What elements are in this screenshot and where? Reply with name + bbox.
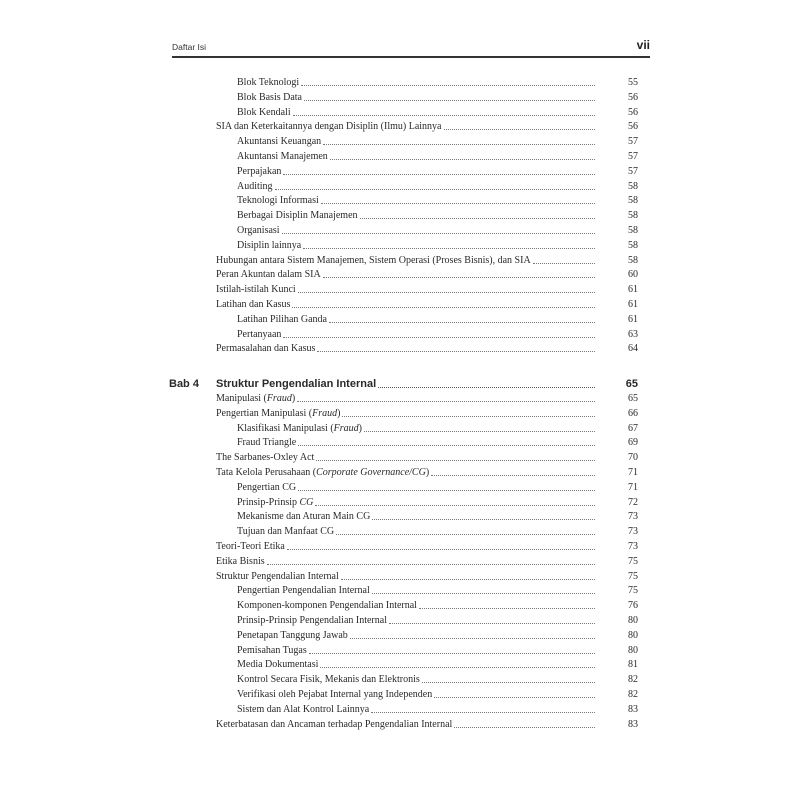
toc-entry-label <box>237 643 307 658</box>
dot-leader <box>454 717 595 728</box>
toc-entry-label-text: Prinsip-Prinsip <box>237 496 300 508</box>
toc-entry-page: 72 <box>628 496 638 508</box>
toc-entry <box>237 598 638 613</box>
toc-entry-label <box>216 465 429 480</box>
toc-entry <box>216 119 638 134</box>
toc-entry <box>216 391 638 406</box>
dot-leader <box>304 90 595 101</box>
toc-entry-page: 75 <box>628 555 638 567</box>
toc-entry-label <box>237 480 296 495</box>
dot-leader <box>321 193 595 204</box>
toc-entry <box>216 554 638 569</box>
toc-entry <box>216 406 638 421</box>
page-number: vii <box>636 38 650 52</box>
toc-entry-label <box>237 657 318 672</box>
toc-entry-label-text: ) <box>358 422 362 434</box>
dot-leader <box>330 149 595 160</box>
toc-entry-label-text: Tata Kelola Perusahaan ( <box>216 467 317 478</box>
toc-entry-label-text: Struktur Pengendalian Internal <box>216 570 339 582</box>
toc-entry-label: Akuntansi Manajemen <box>237 151 328 162</box>
toc-entry-page: 76 <box>628 600 638 612</box>
toc-entry-label-text: Pemisahan Tugas <box>237 644 307 656</box>
toc-entry-label: Peran Akuntan dalam SIA <box>216 269 321 281</box>
toc-entry-page: 58 <box>628 239 638 251</box>
toc-entry-page: 80 <box>628 615 638 626</box>
dot-leader <box>293 105 595 116</box>
toc-entry-page: 61 <box>628 299 638 310</box>
dot-leader <box>283 327 595 338</box>
toc-entry-page: 70 <box>628 452 638 464</box>
toc-entry-label-italic: Fraud <box>333 422 359 434</box>
dot-leader <box>371 702 595 713</box>
toc-entry <box>237 164 638 179</box>
toc-entry <box>237 702 638 717</box>
toc-entry-page: 80 <box>628 629 638 641</box>
toc-entry-label-text: Kontrol Secara Fisik, Mekanis dan Elektronis <box>237 674 420 686</box>
toc-entry-label: Organisasi <box>237 225 280 236</box>
toc-entry <box>237 179 638 194</box>
chapter-page: 65 <box>625 378 638 390</box>
toc-entry-page: 82 <box>628 689 638 700</box>
toc-entry <box>216 341 638 356</box>
toc-entry-page: 58 <box>628 225 638 236</box>
toc-entry <box>237 643 638 658</box>
toc-entry-label: Akuntansi Keuangan <box>237 136 322 148</box>
dot-leader <box>364 421 595 432</box>
toc-entry-label <box>237 421 362 436</box>
toc-entry-label-text: Etika Bisnis <box>216 555 265 567</box>
toc-entry <box>237 480 638 495</box>
toc-entry-page: 69 <box>628 437 638 449</box>
toc-entry-label-text: Klasifikasi Manipulasi ( <box>237 422 334 434</box>
dot-leader <box>336 524 595 535</box>
dot-leader <box>323 267 595 278</box>
toc-entry-label-text: Manipulasi ( <box>216 393 267 404</box>
dot-leader <box>298 435 595 446</box>
toc-entry-page: 81 <box>628 659 638 671</box>
dot-leader <box>350 628 595 639</box>
toc-entry <box>237 524 638 539</box>
toc-entry-label <box>237 628 348 643</box>
dot-leader <box>372 583 595 594</box>
toc-entry-page: 56 <box>628 106 638 118</box>
dot-leader <box>287 539 595 550</box>
toc-entry-page: 58 <box>628 180 638 192</box>
toc-entry <box>237 687 638 702</box>
toc-entry <box>237 105 638 120</box>
toc-entry-page: 65 <box>628 393 638 404</box>
toc-entry-label-text: Pengertian CG <box>237 481 297 493</box>
toc-entry-label-italic: Fraud <box>312 407 338 419</box>
dot-leader <box>316 450 595 461</box>
toc-entry-label-text: Pengertian Pengendalian Internal <box>237 585 370 597</box>
toc-entry-page: 73 <box>628 511 638 523</box>
toc-entry-label <box>237 509 370 524</box>
toc-entry-label-text: ) <box>425 467 430 478</box>
toc-entry-label-text: ) <box>337 407 341 419</box>
toc-entry-label-italic: Corporate Governance/CG <box>316 467 426 478</box>
toc-entry-label-text: Verifikasi oleh Pejabat Internal yang Independen <box>237 689 433 700</box>
toc-entry-page: 61 <box>628 284 638 296</box>
toc-entry-label <box>237 524 334 539</box>
dot-leader <box>422 672 595 683</box>
toc-entry-page: 56 <box>628 121 638 133</box>
toc-entry-label <box>237 613 387 628</box>
toc-entry-label <box>237 495 313 510</box>
toc-entry <box>216 569 638 584</box>
toc-entry <box>237 90 638 105</box>
dot-leader <box>372 509 595 520</box>
toc-entry-page: 80 <box>628 644 638 656</box>
toc-entry-label: Perpajakan <box>237 165 282 177</box>
running-header-section: Daftar Isi <box>172 42 207 52</box>
toc-entry-label-italic: CG <box>299 496 314 508</box>
toc-entry-label-italic: Fraud <box>266 393 292 404</box>
toc-entry-page: 57 <box>628 151 638 162</box>
toc-entry <box>237 193 638 208</box>
toc-entry-page: 71 <box>628 467 638 478</box>
dot-leader <box>283 164 595 175</box>
toc-entry-page: 82 <box>628 674 638 686</box>
toc-entry-label: Berbagai Disiplin Manajemen <box>237 210 358 222</box>
toc-entry-page: 60 <box>628 269 638 281</box>
dot-leader <box>303 238 595 249</box>
toc-entry <box>237 495 638 510</box>
dot-leader <box>320 657 595 668</box>
toc-entry <box>237 613 638 628</box>
toc-entry <box>237 134 638 149</box>
toc-entry-label: SIA dan Keterkaitannya dengan Disiplin (Ilmu) Lainnya <box>216 121 442 133</box>
toc-entry-page: 71 <box>628 481 638 493</box>
dot-leader <box>434 687 595 698</box>
dot-leader <box>444 119 596 130</box>
toc-entry-label-text: Pengertian Manipulasi ( <box>216 407 313 419</box>
toc-entry-label <box>216 450 314 465</box>
toc-entry-label: Permasalahan dan Kasus <box>216 343 316 355</box>
dot-leader <box>298 282 595 293</box>
toc-entry <box>237 628 638 643</box>
toc-entry-label <box>216 391 295 406</box>
toc-entry-label <box>216 717 452 732</box>
toc-entry-page: 58 <box>628 254 638 266</box>
dot-leader <box>419 598 595 609</box>
dot-leader <box>267 554 595 565</box>
toc-entry <box>237 509 638 524</box>
toc-entry-label: Latihan Pilihan Ganda <box>237 313 327 325</box>
dot-leader <box>317 341 595 352</box>
toc-entry <box>216 253 638 268</box>
toc-entry-label <box>237 672 420 687</box>
dot-leader <box>389 613 595 624</box>
toc-entry-label <box>216 406 340 421</box>
toc-entry-page: 75 <box>628 570 638 582</box>
dot-leader <box>282 223 595 234</box>
toc-entry-label-text: Fraud Triangle <box>237 437 297 449</box>
toc-entry-page: 83 <box>628 718 638 730</box>
toc-entry <box>237 421 638 436</box>
dot-leader <box>329 312 595 323</box>
toc-entry-label <box>216 569 339 584</box>
toc-entry <box>216 450 638 465</box>
toc-entry-label-text: Sistem dan Alat Kontrol Lainnya <box>237 703 370 715</box>
toc-entry-label <box>237 583 370 598</box>
dot-leader <box>292 297 595 308</box>
toc-entry-label-text: ) <box>291 393 296 404</box>
toc-entry-label: Disiplin lainnya <box>237 239 302 251</box>
toc-entry <box>237 312 638 327</box>
toc-entry-label <box>237 702 369 717</box>
toc-entry-label: Blok Teknologi <box>237 77 300 88</box>
toc-entry <box>237 149 638 164</box>
toc-entry-page: 67 <box>628 422 638 434</box>
dot-leader <box>297 391 595 402</box>
toc-entry-label-text: Teori-Teori Etika <box>216 541 285 552</box>
toc-entry-label-text: Keterbatasan dan Ancaman terhadap Pengendalian Internal <box>216 718 453 730</box>
toc-entry <box>216 297 638 312</box>
toc-entry-label <box>237 687 432 702</box>
toc-entry-label <box>237 435 296 450</box>
toc-entry-page: 58 <box>628 210 638 222</box>
dot-leader <box>275 179 595 190</box>
toc-entry-page: 63 <box>628 328 638 340</box>
toc-entry <box>237 327 638 342</box>
toc-entry <box>216 717 638 732</box>
toc-entry-label: Teknologi Informasi <box>237 195 319 207</box>
toc-entry-label-text: Tujuan dan Manfaat CG <box>237 526 335 538</box>
toc-entry <box>237 223 638 238</box>
toc-entry-page: 66 <box>628 407 638 419</box>
toc-entry <box>237 435 638 450</box>
toc-entry <box>216 282 638 297</box>
toc-entry-page: 55 <box>628 77 638 88</box>
toc-entry-label-text: Mekanisme dan Aturan Main CG <box>237 511 371 523</box>
toc-entry-page: 57 <box>628 136 638 148</box>
toc-entry <box>216 539 638 554</box>
toc-entry-label: Istilah-istilah Kunci <box>216 284 296 296</box>
toc-entry <box>216 465 638 480</box>
toc-entry <box>237 75 638 90</box>
toc-entry-page: 56 <box>628 91 638 103</box>
chapter-number: Bab 4 <box>169 378 199 390</box>
toc-entry-page: 73 <box>628 541 638 552</box>
toc-entry-page: 57 <box>628 165 638 177</box>
toc-entry-label: Latihan dan Kasus <box>216 299 291 310</box>
toc-entry-label-text: The Sarbanes-Oxley Act <box>216 452 315 464</box>
toc-entry-label-text: Media Dokumentasi <box>237 659 319 671</box>
toc-entry-page: 75 <box>628 585 638 597</box>
toc-entry-label: Blok Kendali <box>237 106 291 118</box>
dot-leader <box>301 75 595 86</box>
dot-leader <box>298 480 595 491</box>
dot-leader <box>323 134 595 145</box>
dot-leader <box>341 569 595 580</box>
toc-entry <box>237 657 638 672</box>
toc-entry-page: 83 <box>628 703 638 715</box>
toc-entry-label <box>216 539 285 554</box>
toc-entry-page: 73 <box>628 526 638 538</box>
toc-entry-label-text: Komponen-komponen Pengendalian Internal <box>237 600 417 612</box>
toc-entry-page: 64 <box>628 343 638 355</box>
toc-entry-label: Auditing <box>237 180 273 192</box>
toc-entry <box>237 583 638 598</box>
toc-entry-page: 61 <box>628 313 638 325</box>
dot-leader <box>533 253 595 264</box>
toc-entry-label <box>237 598 417 613</box>
toc-entry-label-text: Prinsip-Prinsip Pengendalian Internal <box>237 615 387 626</box>
toc-entry <box>237 238 638 253</box>
toc-entry-label: Blok Basis Data <box>237 91 302 103</box>
toc-entry <box>237 672 638 687</box>
dot-leader <box>431 465 595 476</box>
dot-leader <box>315 495 595 506</box>
toc-entry-label: Hubungan antara Sistem Manajemen, Sistem Operasi (Proses Bisnis), dan SIA <box>216 254 531 266</box>
dot-leader <box>309 643 595 654</box>
chapter-title: Struktur Pengendalian Internal <box>216 378 377 390</box>
toc-entry-label <box>216 554 265 569</box>
dot-leader <box>360 208 595 219</box>
dot-leader <box>342 406 595 417</box>
toc-entry-page: 58 <box>628 195 638 207</box>
toc-entry <box>237 208 638 223</box>
toc-entry <box>216 267 638 282</box>
toc-entry-label-text: Penetapan Tanggung Jawab <box>237 629 348 641</box>
dot-leader <box>378 375 595 388</box>
toc-entry-label: Pertanyaan <box>237 328 282 340</box>
